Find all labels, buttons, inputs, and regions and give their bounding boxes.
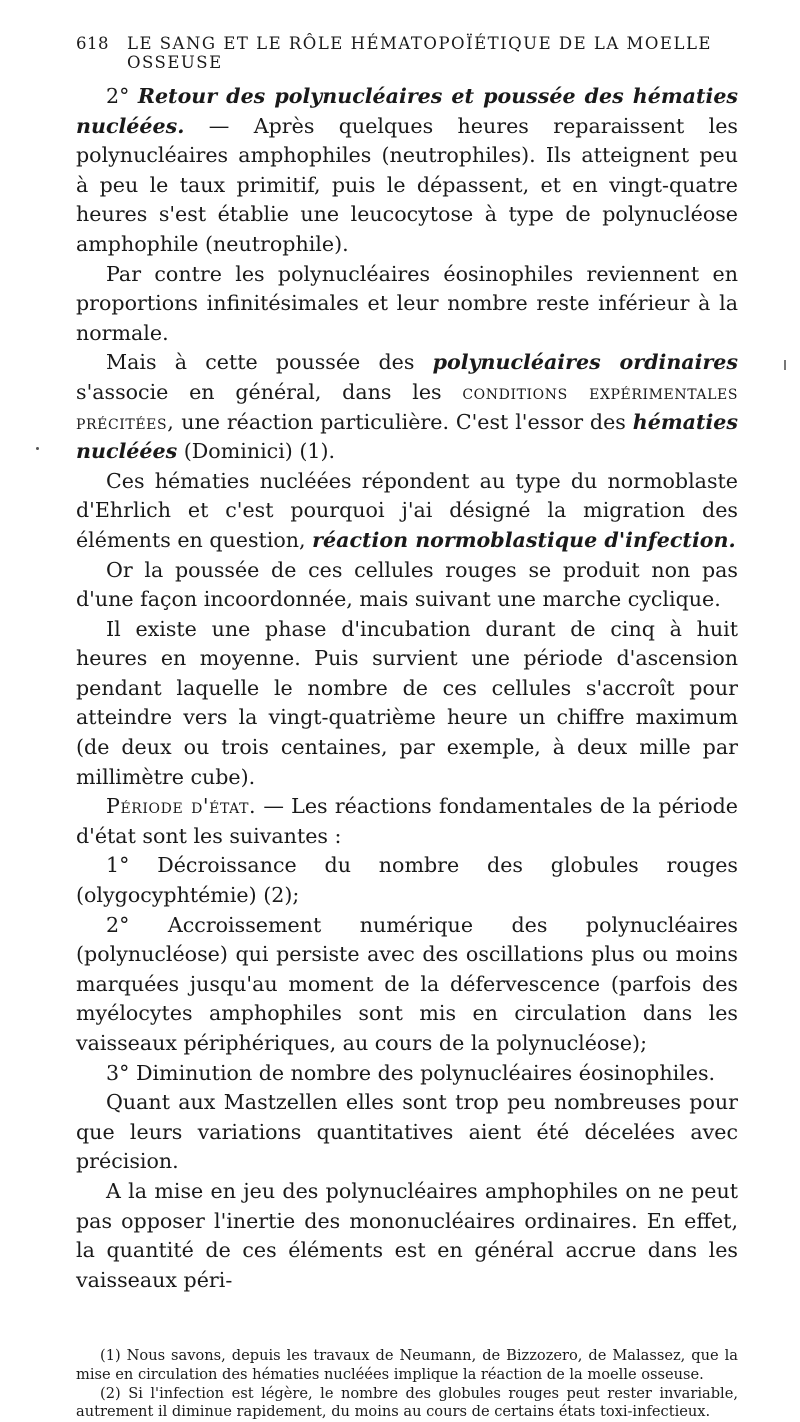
- emphasis: réaction normoblastique d'infection.: [312, 527, 736, 552]
- footnote: (1) Nous savons, depuis les travaux de Neumann, de Bizzozero, de Malassez, que la mise en circulation des hématies nucléées implique la réaction de la moelle osseuse.: [76, 1347, 738, 1383]
- paragraph: Il existe une phase d'incubation durant de cinq à huit heures en moyenne. Puis survient une période d'ascension pendant laquelle le nombre de ces cellules s'accroît pour atteindre vers la vingt-quatrième heure un chiffre maximum (de deux ou trois centaines, par exemple, à deux mille par millimètre cube).: [76, 616, 738, 789]
- paragraph: A la mise en jeu des polynucléaires amphophiles on ne peut pas opposer l'inertie des mononucléaires ordinaires. En effet, la quantité de ces éléments est en général accrue dans les vaisseaux péri-: [76, 1178, 738, 1292]
- text-run: Mais à cette poussée des: [106, 350, 415, 375]
- margin-dot: [36, 447, 39, 450]
- footnotes: [76, 1347, 738, 1421]
- footnote: (2) Si l'infection est légère, le nombre des globules rouges peut rester invariable, autrement il diminue rapidement, du moins au cours de certains états toxi-infectieux.: [76, 1384, 738, 1421]
- emphasis: polynucléaires ordinaires: [432, 350, 739, 375]
- text-run: (Dominici) (1).: [183, 439, 336, 464]
- section-heading: Retour des polynucléaires et poussée des hématies nucléées.: [76, 84, 739, 138]
- list-item: 2° Accroissement numérique des polynucléaires (polynucléose) qui persiste avec des oscillations plus ou moins marquées jusqu'au moment de la défervescence (parfois des myélocytes amphophiles sont mis en circulation dans les vaisseaux périphériques, au cours de la polynucléose);: [76, 912, 738, 1055]
- body-text: [76, 82, 738, 1295]
- paragraph: [76, 82, 738, 260]
- paragraph-text: — Après quelques heures reparaissent les polynucléaires amphophiles (neutrophiles). Ils atteignent peu à peu le taux primitif, puis le dépassent, et en vingt-quatre heures s'est établie une leucocytose à type de polynucléose amphophile (neutrophile).: [76, 113, 739, 256]
- paragraph: Par contre les polynucléaires éosinophiles reviennent en proportions infinitésimales et leur nombre reste inférieur à la normale.: [76, 261, 738, 345]
- paragraph: [76, 792, 738, 851]
- text-run: — Les réactions fondamentales de la période d'état sont les suivantes :: [76, 794, 738, 848]
- margin-mark: [784, 360, 786, 370]
- running-head: LE SANG ET LE RÔLE HÉMATOPOÏÉTIQUE DE LA MOELLE OSSEUSE: [127, 34, 712, 72]
- text-run: s'associe en général, dans les: [76, 379, 442, 404]
- page-header: [76, 34, 738, 72]
- paragraph: [76, 467, 738, 556]
- small-caps-text: conditions expérimentales précitées,: [76, 379, 739, 434]
- emphasis: hématies nucléées: [76, 409, 738, 464]
- paragraph: Or la poussée de ces cellules rouges se produit non pas d'une façon incoordonnée, mais suivant une marche cyclique.: [76, 557, 738, 612]
- paragraph: Quant aux Mastzellen elles sont trop peu nombreuses pour que leurs variations quantitatives aient été décelées avec précision.: [76, 1090, 738, 1174]
- list-item: 3° Diminution de nombre des polynucléaires éosinophiles.: [106, 1060, 716, 1085]
- page-number: 618: [76, 34, 109, 53]
- list-number: 2°: [106, 84, 130, 108]
- small-caps-heading: Période d'état.: [106, 794, 257, 819]
- text-run: une réaction particulière. C'est l'essor des: [181, 409, 626, 434]
- text-run: Ces hématies nucléées répondent au type du normoblaste d'Ehrlich et c'est pourquoi j'ai désigné la migration des éléments en question,: [76, 468, 738, 552]
- list-item: 1° Décroissance du nombre des globules rouges (olygocyphtémie) (2);: [76, 853, 738, 908]
- paragraph: [76, 348, 738, 466]
